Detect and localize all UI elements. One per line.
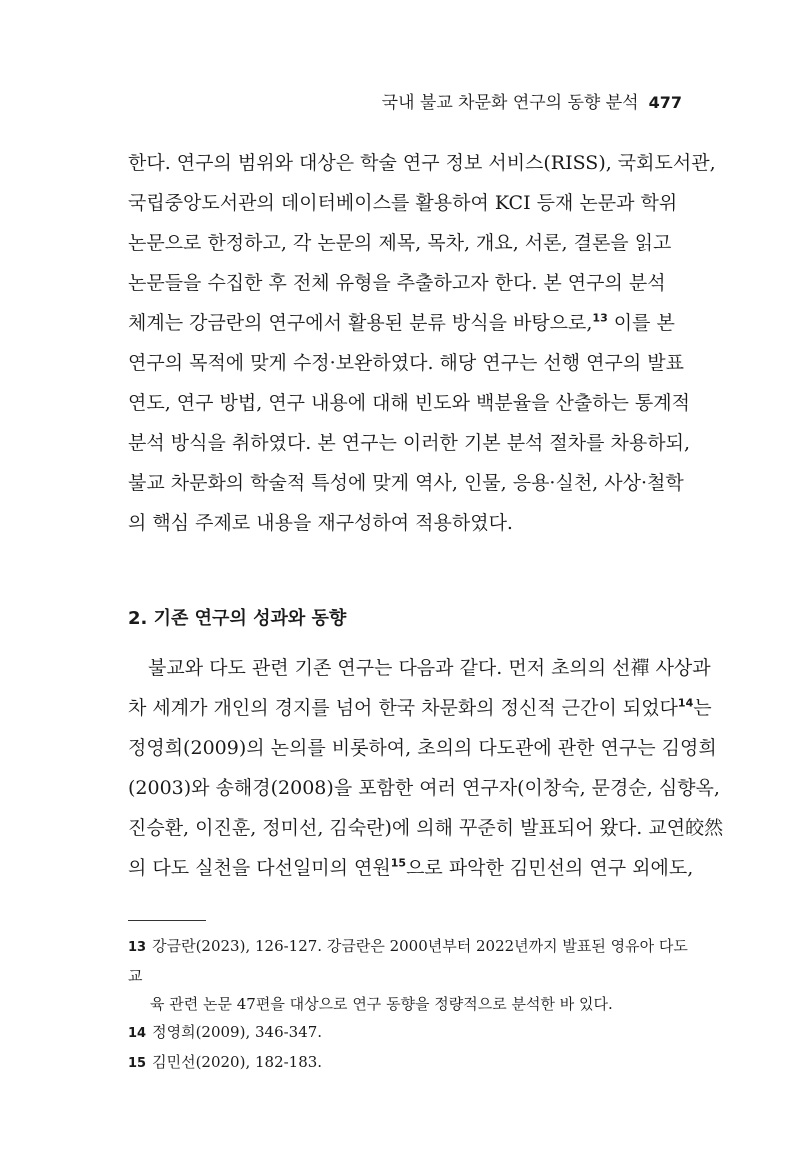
line-text: 논문들을 수집한 후 전체 유형을 추출하고자 한다. 본 연구의 분석: [128, 272, 666, 294]
text-line: [128, 268, 674, 308]
footnote-number: 13: [128, 940, 147, 955]
text-line: [128, 188, 678, 228]
running-title: 국내 불교 차문화 연구의 동향 분석: [381, 93, 639, 113]
page-number: 477: [648, 93, 682, 112]
footnote-13: [128, 932, 688, 1018]
footnote-text: 강금란(2023), 126-127. 강금란은 2000년부터 2022년까지 발표된 영유아 다도교: [128, 937, 688, 985]
footnote-14: [128, 1018, 688, 1048]
footnote-text: 육 관련 논문 47편을 대상으로 연구 동향을 정량적으로 분석한 바 있다.: [150, 995, 613, 1013]
text-line: [128, 428, 690, 468]
text-line: [128, 693, 712, 733]
line-text: 는: [693, 697, 712, 719]
text-line: [128, 653, 711, 693]
line-text: 불교와 다도 관련 기존 연구는 다음과 같다. 먼저 초의의 선禪 사상과: [148, 657, 711, 679]
text-line: [128, 388, 690, 428]
footnote-15: [128, 1048, 688, 1078]
footnotes: [128, 932, 688, 1078]
line-text: 한다. 연구의 범위와 대상은 학술 연구 정보 서비스(RISS), 국회도서관,: [128, 152, 716, 174]
footnote-number: 14: [128, 1026, 147, 1041]
footnote-text: 김민선(2020), 182-183.: [152, 1053, 323, 1071]
line-text: 의 핵심 주제로 내용을 재구성하여 적용하였다.: [128, 512, 513, 534]
footnote-divider: [128, 920, 206, 921]
line-text: 불교 차문화의 학술적 특성에 맞게 역사, 인물, 응용·실천, 사상·철학: [128, 472, 684, 494]
line-text: 연도, 연구 방법, 연구 내용에 대해 빈도와 백분율을 산출하는 통계적: [128, 392, 690, 414]
line-text: (2003)와 송해경(2008)을 포함한 여러 연구자(이창숙, 문경순, 심향옥,: [128, 777, 720, 799]
footnote-ref-13[interactable]: 13: [592, 311, 608, 325]
text-line: [128, 773, 720, 813]
line-text: 차 세계가 개인의 경지를 넘어 한국 차문화의 정신적 근간이 되었다: [128, 697, 678, 719]
line-text: 진승환, 이진훈, 정미선, 김숙란)에 의해 꾸준히 발표되어 왔다. 교연皎然: [128, 817, 724, 839]
line-text: 체계는 강금란의 연구에서 활용된 분류 방식을 바탕으로,: [128, 312, 593, 334]
line-text: 국립중앙도서관의 데이터베이스를 활용하여 KCI 등재 논문과 학위: [128, 192, 678, 214]
text-line: [128, 348, 684, 388]
text-line: [128, 813, 724, 853]
section-heading: 2. 기존 연구의 성과와 동향: [128, 608, 347, 629]
text-line: [128, 733, 717, 773]
text-line: [128, 308, 674, 348]
running-header: [382, 88, 682, 113]
line-text: 논문으로 한정하고, 각 논문의 제목, 목차, 개요, 서론, 결론을 읽고: [128, 232, 672, 254]
text-line: [128, 468, 684, 508]
text-line: [128, 508, 674, 548]
text-line: [128, 853, 694, 893]
paragraph-1: [128, 148, 716, 548]
line-text: 연구의 목적에 맞게 수정·보완하였다. 해당 연구는 선행 연구의 발표: [128, 352, 684, 374]
text-line: [128, 148, 716, 188]
footnote-text: 정영희(2009), 346-347.: [152, 1023, 323, 1041]
footnote-number: 15: [128, 1056, 147, 1071]
line-text: 의 다도 실천을 다선일미의 연원: [128, 857, 391, 879]
line-text: 정영희(2009)의 논의를 비롯하여, 초의의 다도관에 관한 연구는 김영희: [128, 737, 717, 759]
text-line: [128, 228, 674, 268]
footnote-ref-15[interactable]: 15: [390, 856, 407, 870]
paragraph-2: [128, 653, 724, 893]
line-text: 으로 파악한 김민선의 연구 외에도,: [406, 857, 694, 879]
line-text: 이를 본: [613, 312, 675, 334]
footnote-ref-14[interactable]: 14: [677, 696, 694, 710]
line-text: 분석 방식을 취하였다. 본 연구는 이러한 기본 분석 절차를 차용하되,: [128, 432, 690, 454]
